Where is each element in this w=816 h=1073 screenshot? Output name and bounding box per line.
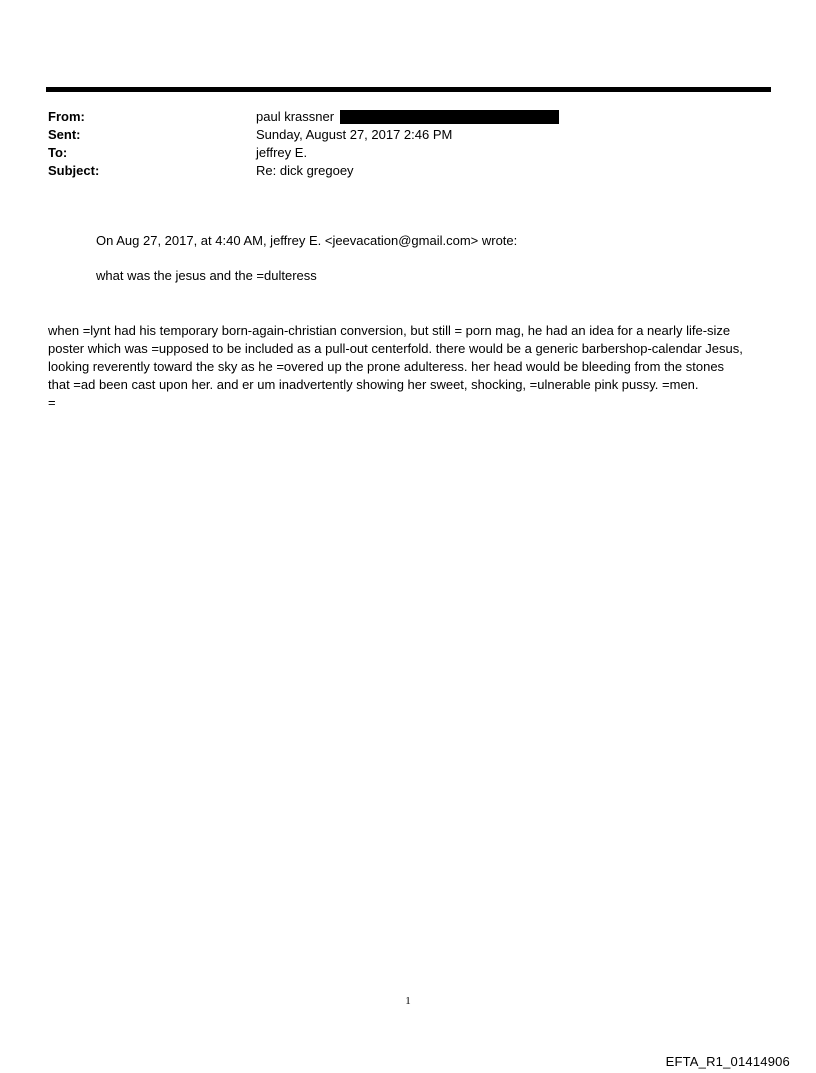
- reply-line: that =ad been cast upon her. and er um inadvertently showing her sweet, shocking, =ulnerable pink pussy. =men.: [48, 377, 699, 392]
- email-header: [48, 108, 768, 180]
- page-number: 1: [405, 995, 411, 1007]
- subject-row: [48, 162, 768, 180]
- quote-attribution: On Aug 27, 2017, at 4:40 AM, jeffrey E. <jeevacation@gmail.com> wrote:: [96, 233, 518, 248]
- reply-line: looking reverently toward the sky as he =overed up the prone adulteress. her head would be bleeding from the stones: [48, 359, 725, 374]
- reply-line: =: [48, 395, 56, 410]
- redaction-box: [340, 110, 559, 124]
- reply-line: poster which was =upposed to be included as a pull-out centerfold. there would be a generic barbershop-calendar Jesus,: [48, 341, 743, 356]
- to-label: To:: [48, 145, 68, 160]
- sent-label: Sent:: [48, 127, 81, 142]
- quoted-body: what was the jesus and the =dulteress: [96, 268, 317, 283]
- to-value: jeffrey E.: [256, 145, 308, 160]
- sender-name: paul krassner: [256, 109, 335, 124]
- to-row: [48, 144, 768, 162]
- from-value: [256, 108, 559, 126]
- sent-value: Sunday, August 27, 2017 2:46 PM: [256, 127, 453, 142]
- document-id: EFTA_R1_01414906: [665, 1054, 790, 1069]
- subject-label: Subject:: [48, 163, 100, 178]
- subject-value: Re: dick gregoey: [256, 163, 354, 178]
- sent-row: [48, 126, 768, 144]
- reply-body: [48, 322, 778, 412]
- from-label: From:: [48, 109, 85, 124]
- quoted-message: [96, 232, 776, 285]
- header-divider: [46, 87, 771, 92]
- from-row: [48, 108, 768, 126]
- reply-line: when =lynt had his temporary born-again-christian conversion, but still = porn mag, he had an idea for a nearly life-size: [48, 323, 731, 338]
